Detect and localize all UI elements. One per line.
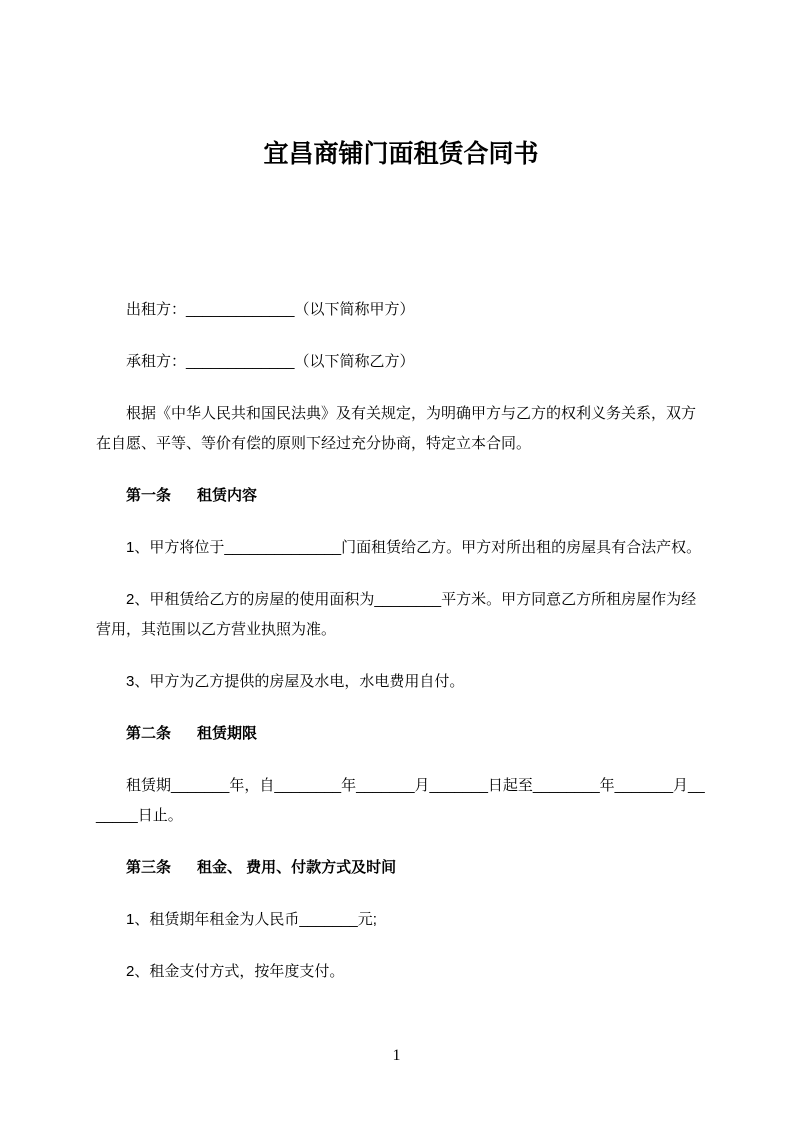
section-2-title: 租赁期限 xyxy=(197,725,258,742)
section-2-heading xyxy=(96,719,706,749)
lessor-line: 出租方：_____________（以下简称甲方） xyxy=(126,301,415,318)
section-1-item-1: 1、甲方将位于______________门面租赁给乙方。甲方对所出租的房屋具有合法产权。 xyxy=(126,539,702,556)
lessee-line: 承租方：_____________（以下简称乙方） xyxy=(126,353,415,370)
section-3-title: 租金、 费用、付款方式及时间 xyxy=(197,859,397,876)
section-1-item-2: 2、甲租赁给乙方的房屋的使用面积为________平方米。甲方同意乙方所租房屋作为经营用，其范围以乙方营业执照为准。 xyxy=(96,591,697,638)
page-number: 1 xyxy=(392,1047,401,1064)
section-3-item-1: 1、租赁期年租金为人民币_______元; xyxy=(126,911,377,928)
section-1-number: 第一条 xyxy=(126,487,172,504)
section-1-title: 租赁内容 xyxy=(197,487,258,504)
preamble-paragraph: 根据《中华人民共和国民法典》及有关规定，为明确甲方与乙方的权利义务关系，双方在自愿、平等、等价有偿的原则下经过充分协商，特定立本合同。 xyxy=(96,405,697,452)
section-2-item-1: 租赁期_______年，自________年_______月_______日起至________年_______月_______日止。 xyxy=(96,777,705,824)
section-1-heading xyxy=(96,481,706,511)
section-3-item-2: 2、租金支付方式，按年度支付。 xyxy=(126,963,345,980)
section-3-heading xyxy=(96,853,706,883)
section-1-item-3: 3、甲方为乙方提供的房屋及水电，水电费用自付。 xyxy=(126,673,465,690)
section-3-number: 第三条 xyxy=(126,859,172,876)
document-title: 宜昌商铺门面租赁合同书 xyxy=(263,140,539,168)
section-2-number: 第二条 xyxy=(126,725,172,742)
